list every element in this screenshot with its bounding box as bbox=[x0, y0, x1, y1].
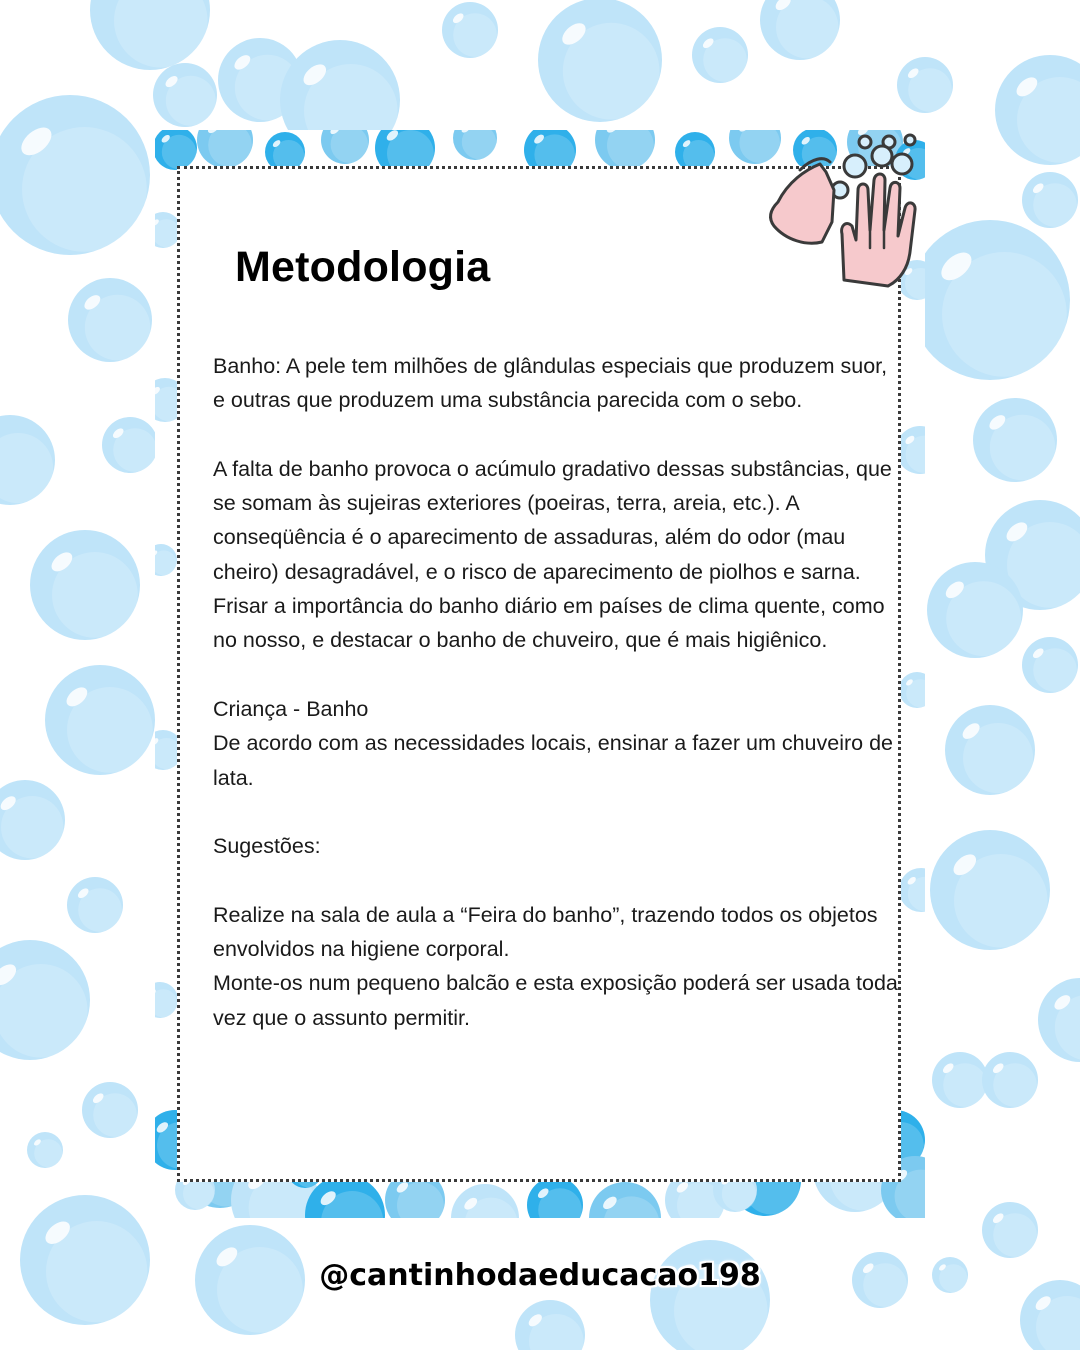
top-bubble bbox=[321, 130, 369, 164]
background-bubble bbox=[30, 530, 140, 640]
background-bubble bbox=[68, 278, 152, 362]
top-bubble bbox=[453, 130, 497, 160]
background-bubble bbox=[930, 830, 1050, 950]
paragraph-falta-de-banho: A falta de banho provoca o acúmulo gradativo dessas substâncias, que se somam às sujeiras exteriores (poeiras, terra, areia, etc.). A conseqüência é o aparecimento de assaduras, além do odor (mau cheiro) desagradável, e o risco de aparecimento de piolhos e sarna. Frisar a importância do banho diário em países de clima quente, como no nosso, e destacar o banho de chuveiro, que é mais higiênico. bbox=[213, 456, 892, 653]
background-bubble bbox=[82, 1082, 138, 1138]
background-bubble bbox=[945, 705, 1035, 795]
background-bubble bbox=[442, 2, 498, 58]
background-bubble bbox=[932, 1052, 988, 1108]
worksheet-page bbox=[155, 130, 925, 1218]
background-bubble bbox=[67, 877, 123, 933]
background-bubble bbox=[973, 398, 1057, 482]
side-bubble bbox=[155, 982, 178, 1018]
background-bubble bbox=[538, 0, 662, 122]
paragraph-chuveiro-de-lata: De acordo com as necessidades locais, ensinar a fazer um chuveiro de lata. bbox=[213, 731, 893, 790]
background-bubble bbox=[982, 1202, 1038, 1258]
instagram-handle: @cantinhodaeducacao198 bbox=[319, 1258, 761, 1293]
paragraph-monte-os: Monte-os num pequeno balcão e esta exposição poderá ser usada toda vez que o assunto permitir. bbox=[213, 971, 898, 1030]
dotted-frame bbox=[177, 166, 901, 1182]
background-bubble bbox=[897, 57, 953, 113]
background-bubble bbox=[650, 1240, 770, 1350]
background-bubble bbox=[90, 0, 210, 70]
background-bubble bbox=[0, 780, 65, 860]
top-bubble bbox=[197, 130, 253, 168]
background-bubble bbox=[692, 27, 748, 83]
page-title: Metodologia bbox=[235, 243, 491, 291]
background-bubble bbox=[1022, 637, 1078, 693]
bottom-foam-bubble bbox=[451, 1184, 519, 1218]
background-bubble bbox=[1038, 978, 1080, 1062]
paragraph-crianca-banho: Criança - Banho bbox=[213, 696, 369, 721]
paragraph-banho: Banho: A pele tem milhões de glândulas especiais que produzem suor, e outras que produzem uma substância parecida com o sebo. bbox=[213, 354, 888, 413]
top-bubble bbox=[155, 130, 197, 170]
side-bubble bbox=[155, 544, 177, 576]
paragraph-feira-do-banho: Realize na sala de aula a “Feira do banho”, trazendo todos os objetos envolvidos na higiene corporal. bbox=[213, 902, 878, 962]
document-body bbox=[213, 349, 903, 1035]
background-bubble bbox=[0, 95, 150, 255]
background-bubble bbox=[910, 220, 1070, 380]
background-bubble bbox=[982, 1052, 1038, 1108]
background-bubble bbox=[995, 55, 1080, 165]
background-bubble bbox=[45, 665, 155, 775]
top-bubble bbox=[595, 130, 655, 170]
background-bubble bbox=[102, 417, 158, 473]
background-bubble bbox=[515, 1300, 585, 1350]
bottom-foam-bubble bbox=[527, 1177, 583, 1218]
background-bubble bbox=[760, 0, 840, 60]
paragraph-sugestoes: Sugestões: bbox=[213, 834, 321, 859]
background-bubble bbox=[27, 1132, 63, 1168]
background-bubble bbox=[0, 415, 55, 505]
background-bubble bbox=[927, 562, 1023, 658]
background-bubble bbox=[153, 63, 217, 127]
handwashing-hands-icon bbox=[760, 130, 925, 290]
bottom-foam-bubble bbox=[589, 1182, 661, 1218]
background-bubble bbox=[1022, 172, 1078, 228]
background-bubble bbox=[0, 940, 90, 1060]
